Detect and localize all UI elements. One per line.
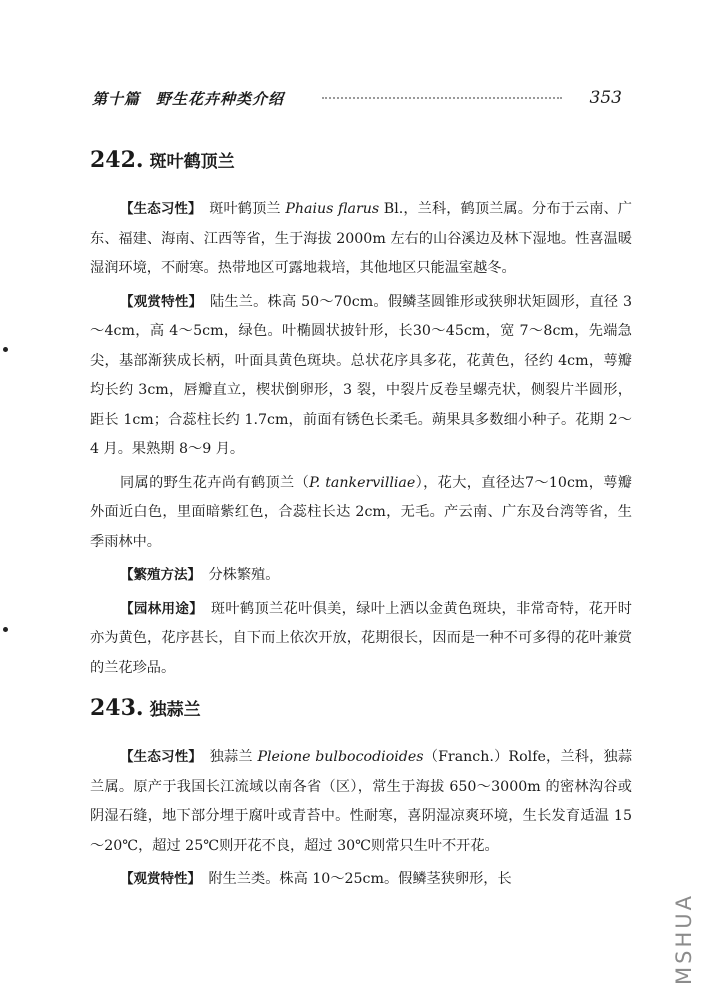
margin-mark (3, 347, 8, 352)
chapter-title: 第十篇 野生花卉种类介绍 (92, 90, 285, 108)
paragraph-tag: 【生态习性】 (120, 201, 195, 217)
paragraph-landscape-use (90, 595, 632, 684)
paragraph-text: 分株繁殖。 (194, 567, 280, 583)
paragraph-tag: 【观赏特性】 (120, 293, 196, 310)
paragraph-ornamental (90, 288, 632, 465)
paragraph-ecology (90, 195, 632, 284)
watermark: MSHUA (672, 893, 696, 985)
paragraph-text: 斑叶鹤顶兰 (194, 201, 286, 217)
section-243 (90, 691, 632, 899)
paragraph-related-species (90, 469, 632, 558)
paragraph-text: （Franch.）Rolfe，兰科，独蒜兰属。原产于我国长江流域以南各省（区），常生于海拔 650～3000m 的密林沟谷或阴湿石缝，地下部分埋于腐叶或青苔中。性耐寒，喜阴湿凉爽环境，生长发育适温 15～20℃，超过 25℃则开花不良，超过 30℃则常只生叶不开花。 (90, 749, 633, 854)
paragraph-text: ），花大，直径达7～10cm，萼瓣外面近白色，里面暗紫红色，合蕊柱长达 2cm，无毛。产云南、广东及台湾等省，生季雨林中。 (90, 474, 632, 550)
latin-name: Phaius flarus (285, 201, 380, 217)
section-title: 独蒜兰 (149, 700, 201, 720)
paragraph-tag: 【观赏特性】 (120, 871, 195, 887)
paragraph-tag: 【生态习性】 (120, 749, 196, 765)
paragraph-text: 独蒜兰 (195, 749, 258, 765)
paragraph-propagation (90, 561, 632, 591)
running-header (92, 88, 622, 112)
section-number: 243. (90, 695, 144, 721)
margin-mark (3, 627, 8, 632)
paragraph-tag: 【繁殖方法】 (120, 567, 195, 583)
section-number: 242. (90, 147, 144, 173)
paragraph-text: Bl.，兰科，鹤顶兰属。分布于云南、广东、福建、海南、江西等省，生于海拔 2000m 左右的山谷溪边及林下湿地。性喜温暖湿润环境，不耐寒。热带地区可露地栽培，其他地区只能温室越冬。 (90, 201, 632, 276)
page-number: 353 (589, 88, 622, 108)
latin-name: P. tankervilliae (309, 474, 416, 491)
paragraph-text: 陆生兰。株高 50～70cm。假鳞茎圆锥形或狭卵状矩圆形，直径 3～4cm，高 4～5cm，绿色。叶椭圆状披针形，长30～45cm，宽 7～8cm，先端急尖，基部渐狭成长柄，叶面具黄色斑块。总状花序具多花，花黄色，径约 4cm，萼瓣均长约 3cm，唇瓣直立，楔状倒卵形，3 裂，中裂片反卷呈螺壳状，侧裂片半圆形，距长 1cm；合蕊柱长约 1.7cm，前面有锈色长柔毛。蒴果具多数细小种子。花期 2～4 月。果熟期 8～9 月。 (90, 293, 633, 457)
paragraph-ecology (90, 743, 632, 861)
section-heading (90, 691, 632, 725)
paragraph-text: 斑叶鹤顶兰花叶俱美，绿叶上洒以金黄色斑块，非常奇特，花开时亦为黄色，花序甚长，自下而上依次开放，花期很长，因而是一种不可多得的花叶兼赏的兰花珍品。 (90, 600, 632, 676)
latin-name: Pleione bulbocodioides (257, 749, 424, 765)
section-title: 斑叶鹤顶兰 (149, 152, 235, 172)
paragraph-tag: 【园林用途】 (120, 600, 197, 617)
section-242 (90, 143, 632, 687)
paragraph-text: 同属的野生花卉尚有鹤顶兰（ (120, 474, 310, 491)
paragraph-text: 附生兰类。株高 10～25cm。假鳞茎狭卵形，长 (194, 871, 512, 887)
header-dot-leader (322, 97, 562, 101)
section-heading (90, 143, 632, 177)
paragraph-ornamental (90, 865, 632, 895)
